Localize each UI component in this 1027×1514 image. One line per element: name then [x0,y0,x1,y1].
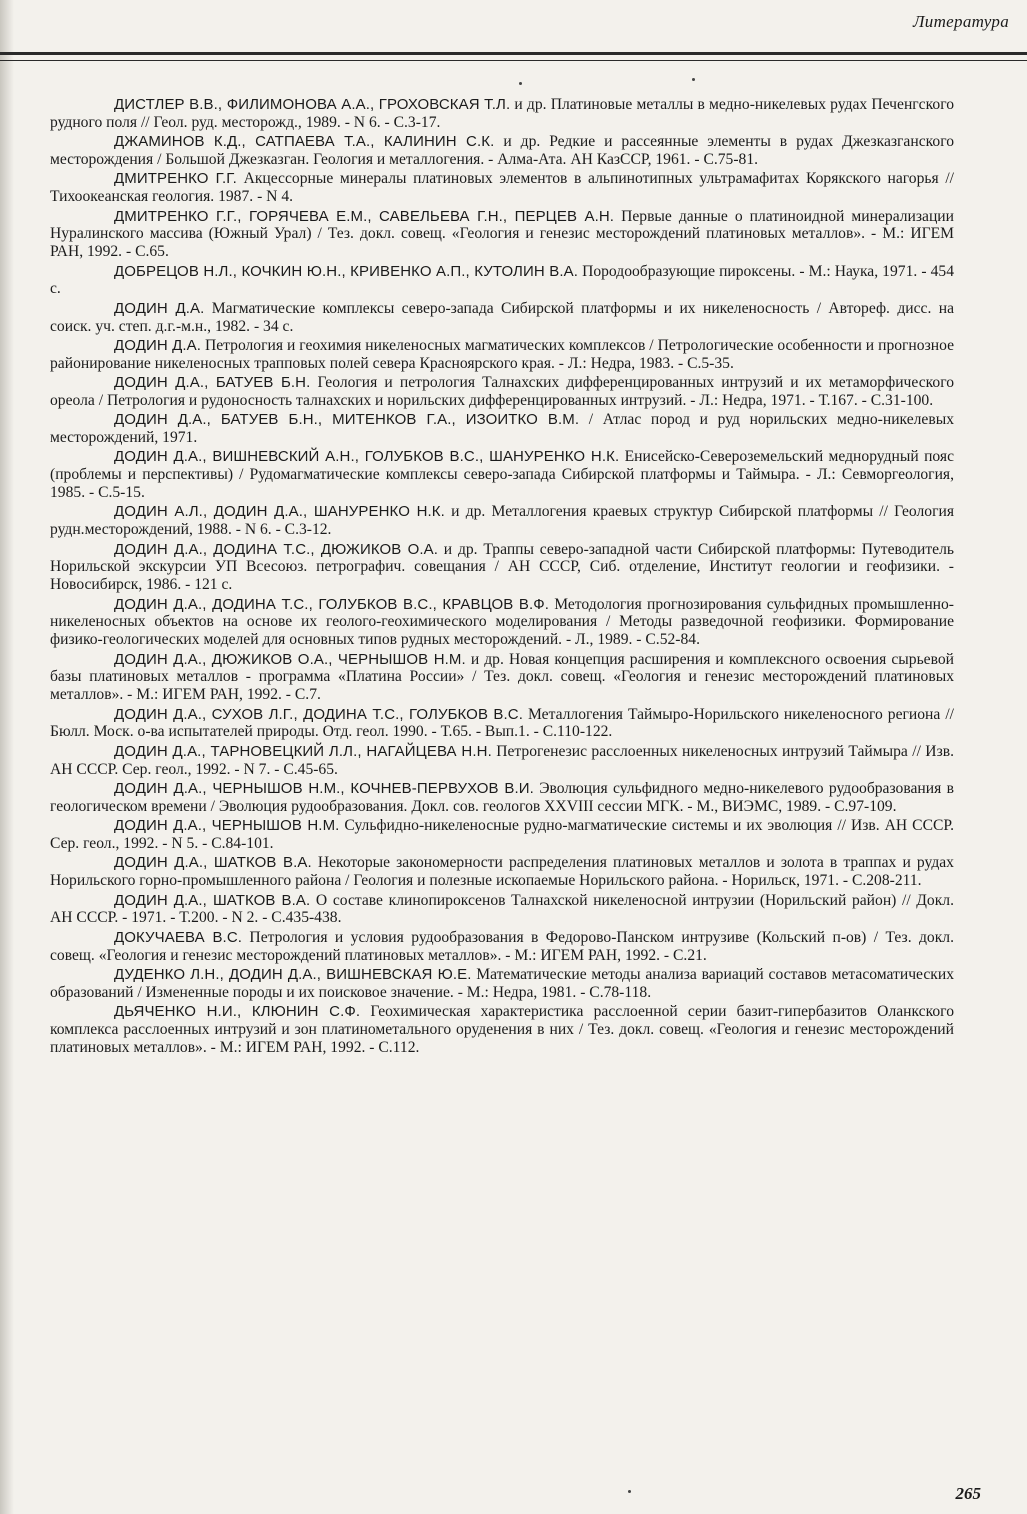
reference-entry [50,596,954,649]
reference-text: Петрология и геохимия никеленосных магматических комплексов / Петрологические особенности и прогнозное районирование никеленосных трапповых полей севера Красноярского края. - Л.: Недра, 1983. - С.5-35. [50,336,954,372]
reference-authors: ДОДИН А.Л., ДОДИН Д.А., ШАНУРЕНКО Н.К. [114,503,445,521]
print-speck [519,82,522,85]
reference-entry [50,96,954,132]
reference-entry [50,411,954,447]
reference-authors: ДОДИН Д.А., ВИШНЕВСКИЙ А.Н., ГОЛУБКОВ В.С., ШАНУРЕНКО Н.К. [114,448,620,466]
reference-authors: ДЖАМИНОВ К.Д., САТПАЕВА Т.А., КАЛИНИН С.К. [114,133,495,151]
reference-authors: ДОДИН Д.А., ШАТКОВ В.А. [114,891,311,909]
reference-authors: ДОДИН Д.А. [114,299,205,317]
reference-text: Эволюция сульфидного медно-никелевого рудообразования в геологическом времени / Эволюция рудообразования. Докл. сов. геологов XXVIII сессии МГК. - М., ВИЭМС, 1989. - С.97-109. [50,779,954,815]
reference-text: и др. Редкие и рассеянные элементы в рудах Джезказганского месторождения / Большой Джезказган. Геология и металлогения. - Алма-Ата. АН КазССР, 1961. - С.75-81. [50,133,955,168]
reference-authors: ДОДИН Д.А., ТАРНОВЕЦКИЙ Л.Л., НАГАЙЦЕВА Н.Н. [114,742,492,760]
reference-text: Геохимическая характеристика расслоенной серии базит-гипербазитов Оланкского комплекса расслоенных интрузий и зон платинометального оруденения в них / Тез. докл. совещ. «Геология и генезис месторождений платиновых металлов». - М.: ИГЕМ РАН, 1992. - С.112. [50,1003,954,1056]
reference-entry [50,929,954,965]
reference-entry [50,780,954,816]
reference-authors: ДОДИН Д.А., БАТУЕВ Б.Н., МИТЕНКОВ Г.А., ИЗОИТКО В.М. [114,411,580,429]
reference-entry [50,706,954,742]
reference-authors: ДУДЕНКО Л.Н., ДОДИН Д.А., ВИШНЕВСКАЯ Ю.Е. [114,965,472,983]
reference-authors: ДЬЯЧЕНКО Н.И., КЛЮНИН С.Ф. [114,1003,361,1021]
page-edge-shadow [0,0,14,1514]
reference-text: и др. Платиновые металлы в медно-никелевых рудах Печенгского рудного поля // Геол. руд. месторожд., 1989. - N 6. - С.3-17. [50,96,954,131]
reference-text: Первые данные о платиноидной минерализации Нуралинского массива (Южный Урал) / Тез. докл. совещ. «Геология и генезис месторождений платиновых металлов». - М.: ИГЕМ РАН, 1992. - С.65. [50,207,954,261]
reference-list [50,96,954,1058]
print-speck [692,78,695,81]
reference-authors: ДОДИН Д.А., ШАТКОВ В.А. [114,854,312,872]
reference-text: / Атлас пород и руд норильских медно-никелевых месторождений, 1971. [50,411,954,447]
reference-text: и др. Металлогения краевых структур Сибирской платформы // Геология рудн.месторождений, 1988. - N 6. - С.3-12. [50,503,954,539]
reference-authors: ДОКУЧАЕВА В.С. [114,928,243,946]
reference-entry [50,854,954,890]
reference-entry [50,337,954,373]
page-number: 265 [955,1484,981,1503]
running-title: Литература [912,12,1009,31]
reference-entry [50,263,954,299]
reference-entry [50,817,954,853]
reference-text: О составе клинопироксенов Талнахской никеленосной интрузии (Норильский район) // Докл. АН СССР. - 1971. - Т.200. - N 2. - С.435-438. [50,891,954,927]
reference-entry [50,743,954,779]
reference-text: Сульфидно-никеленосные рудно-магматические системы и их эволюция // Изв. АН СССР. Сер. геол., 1992. - N 5. - С.84-101. [50,817,955,852]
reference-authors: ДМИТРЕНКО Г.Г., ГОРЯЧЕВА Е.М., САВЕЛЬЕВА Г.Н., ПЕРЦЕВ А.Н. [114,207,615,225]
print-speck [628,1490,631,1493]
reference-text: Металлогения Таймыро-Норильского никеленосного региона // Бюлл. Моск. о-ва испытателей природы. Отд. геол. 1990. - Т.65. - Вып.1. - С.110-122. [50,705,954,741]
reference-text: и др. Новая концепция расширения и комплексного освоения сырьевой базы платиновых металлов - программа «Платина России» / Тез. докл. совещ. «Геология и генезис месторождений платиновых металлов». - М.: ИГЕМ РАН, 1992. - С.7. [50,650,955,704]
reference-authors: ДОБРЕЦОВ Н.Л., КОЧКИН Ю.Н., КРИВЕНКО А.П., КУТОЛИН В.А. [114,262,578,280]
reference-text: Акцессорные минералы платиновых элементов в альпинотипных ультрамафитах Корякского нагорья // Тихоокеанская геология. 1987. - N 4. [50,170,954,206]
reference-authors: ДМИТРЕНКО Г.Г. [114,170,237,188]
reference-entry [50,892,954,928]
reference-authors: ДОДИН Д.А., БАТУЕВ Б.Н. [114,374,311,392]
reference-authors: ДОДИН Д.А., СУХОВ Л.Г., ДОДИНА Т.С., ГОЛУБКОВ В.С. [114,705,523,723]
reference-text: Енисейско-Североземельский меднорудный пояс (проблемы и перспективы) / Рудомагматические комплексы северо-запада Сибирской платформы и Таймыра. - Л.: Севморгеология, 1985. - С.5-15. [50,448,955,502]
reference-authors: ДОДИН Д.А. [114,336,201,354]
reference-entry [50,651,954,704]
reference-entry [50,133,954,169]
reference-authors: ДОДИН Д.А., ЧЕРНЫШОВ Н.М., КОЧНЕВ-ПЕРВУХОВ В.И. [114,779,534,797]
reference-text: Некоторые закономерности распределения платиновых металлов и золота в траппах и рудах Норильского горно-промышленного района / Геология и полезные ископаемые Норильского района. - Норильск, 1971. - С.208-211. [50,854,954,890]
reference-entry [50,448,954,501]
reference-text: Геология и петрология Талнахских дифференцированных интрузий и их метаморфического ореола / Петрология и рудоносность талнахских и норильских дифференцированных интрузий. - Л.: Недра, 1971. - Т.167. - С.31-100. [50,374,955,409]
reference-entry [50,1003,954,1056]
reference-text: Породообразующие пироксены. - М.: Наука, 1971. - 454 с. [50,262,954,298]
reference-authors: ДОДИН Д.А., ДОДИНА Т.С., ГОЛУБКОВ В.С., КРАВЦОВ В.Ф. [114,595,550,613]
reference-entry [50,541,954,594]
reference-entry [50,170,954,206]
reference-text: Петрогенезис расслоенных никеленосных интрузий Таймыра // Изв. АН СССР. Сер. геол., 1992. - N 7. - С.45-65. [50,742,954,778]
header-rule-thin [0,60,1027,61]
reference-authors: ДИСТЛЕР В.В., ФИЛИМОНОВА А.А., ГРОХОВСКАЯ Т.Л. [114,96,511,113]
reference-text: Магматические комплексы северо-запада Сибирской платформы и их никеленосность / Автореф. дисс. на соиск. уч. степ. д.г.-м.н., 1982. - 34 с. [50,299,954,335]
reference-text: Математические методы анализа вариаций составов метасоматических образований / Измененные породы и их поисковое значение. - М.: Недра, 1981. - С.78-118. [50,965,954,1001]
reference-entry [50,374,954,410]
reference-entry [50,208,954,261]
reference-text: Петрология и условия рудообразования в Федорово-Панском интрузиве (Кольский п-ов) / Тез. докл. совещ. «Геология и генезис месторождений платиновых металлов». - М.: ИГЕМ РАН, 1992. - С.21. [50,928,954,964]
reference-authors: ДОДИН Д.А., ДОДИНА Т.С., ДЮЖИКОВ О.А. [114,540,438,558]
reference-entry [50,966,954,1002]
reference-authors: ДОДИН Д.А., ЧЕРНЫШОВ Н.М. [114,817,340,835]
reference-authors: ДОДИН Д.А., ДЮЖИКОВ О.А., ЧЕРНЫШОВ Н.М. [114,650,466,668]
reference-text: Методология прогнозирования сульфидных промышленно-никеленосных объектов на основе их геолого-геохимического моделирования / Методы разведочной геофизики. Формирование физико-геологических моделей для основных типов рудных месторождений. - Л., 1989. - С.52-84. [50,595,954,649]
reference-text: и др. Траппы северо-западной части Сибирской платформы: Путеводитель Норильской экскурсии УП Всесоюз. петрографич. совещания / АН СССР, Сиб. отделение, Институт геологии и геофизики. - Новосибирск, 1986. - 121 с. [50,540,954,594]
header-rule-thick [0,52,1027,55]
reference-entry [50,503,954,539]
reference-entry [50,300,954,336]
